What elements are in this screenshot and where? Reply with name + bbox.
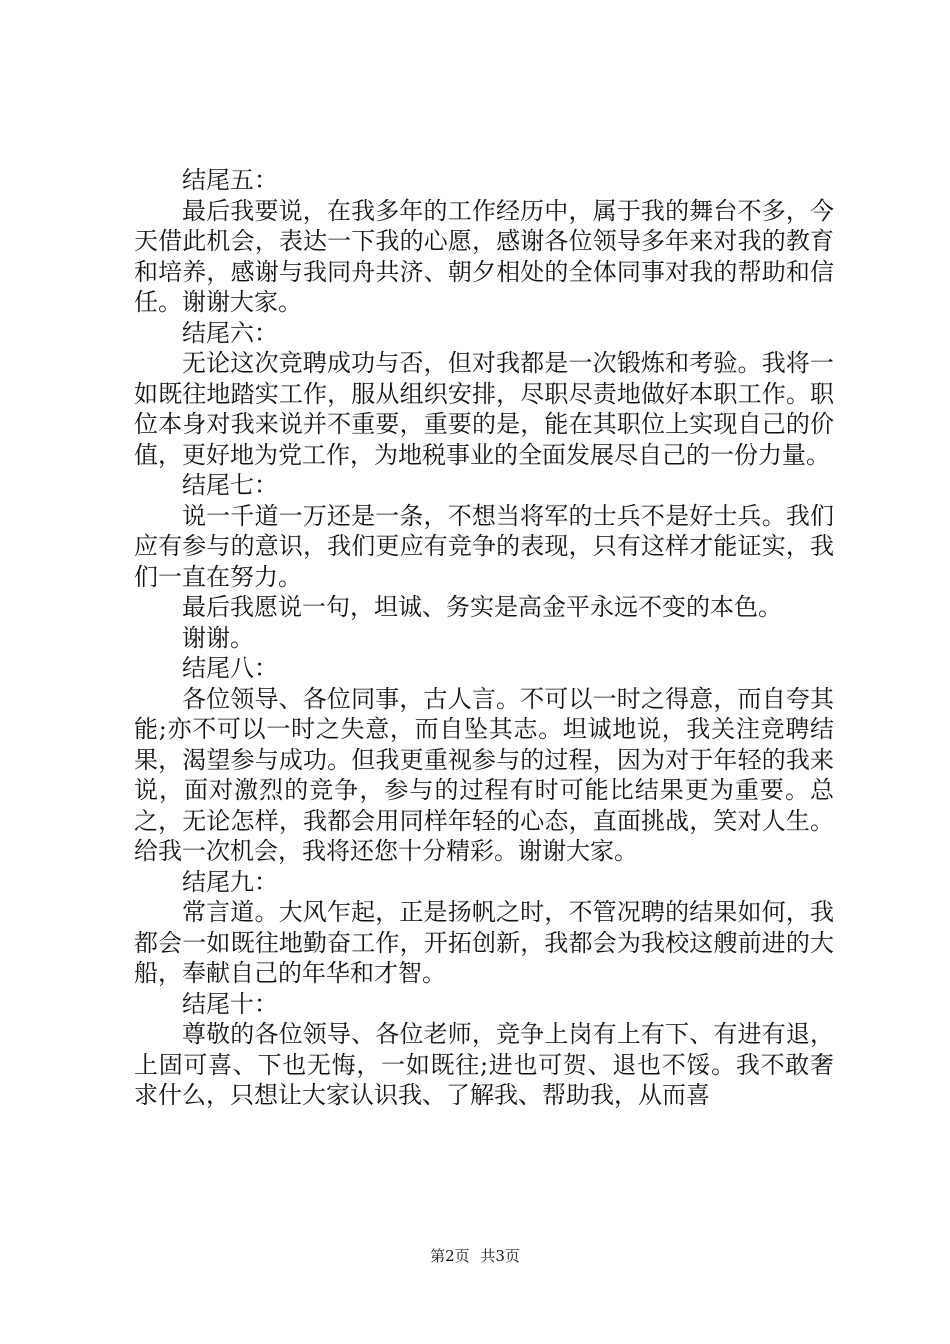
page-number: 第2页 [430, 1247, 470, 1265]
page-total: 共3页 [480, 1247, 520, 1265]
heading-ending-8: 结尾八： [182, 654, 278, 682]
paragraph: 最后我愿说一句，坦诚、务实是高金平永远不变的本色。 [182, 593, 782, 621]
page-footer [0, 1245, 950, 1266]
paragraph: 说一千道一万还是一条，不想当将军的士兵不是好士兵。我们应有参与的意识，我们更应有竞争的表现，只有这样才能证实，我们一直在努力。 [134, 501, 834, 591]
paragraph: 各位领导、各位同事，古人言。不可以一时之得意，而自夸其能;亦不可以一时之失意，而自坠其志。坦诚地说，我关注竞聘结果，渴望参与成功。但我更重视参与的过程，因为对于年轻的我来说，面对激烈的竞争，参与的过程有时可能比结果更为重要。总之，无论怎样，我都会用同样年轻的心态，直面挑战，笑对人生。给我一次机会，我将还您十分精彩。谢谢大家。 [134, 684, 834, 865]
paragraph: 最后我要说，在我多年的工作经历中，属于我的舞台不多，今天借此机会，表达一下我的心愿，感谢各位领导多年来对我的教育和培养，感谢与我同舟共济、朝夕相处的全体同事对我的帮助和信任。谢谢大家。 [134, 196, 834, 316]
heading-ending-5: 结尾五： [182, 166, 278, 194]
document-body [134, 165, 834, 1111]
paragraph: 常言道。大风乍起，正是扬帆之时，不管况聘的结果如何，我都会一如既往地勤奋工作，开拓创新，我都会为我校这艘前进的大船，奉献自己的年华和才智。 [134, 898, 834, 987]
paragraph: 无论这次竞聘成功与否，但对我都是一次锻炼和考验。我将一如既往地踏实工作，服从组织安排，尽职尽责地做好本职工作。职位本身对我来说并不重要，重要的是，能在其职位上实现自己的价值，更好地为党工作，为地税事业的全面发展尽自己的一份力量。 [134, 349, 834, 469]
paragraph: 谢谢。 [182, 623, 254, 652]
heading-ending-10: 结尾十： [182, 989, 278, 1018]
heading-ending-6: 结尾六： [182, 318, 278, 347]
heading-ending-9: 结尾九： [182, 867, 278, 896]
paragraph: 尊敬的各位领导、各位老师，竞争上岗有上有下、有进有退，上固可喜、下也无悔，一如既往;进也可贺、退也不馁。我不敢奢求什么，只想让大家认识我、了解我、帮助我，从而喜 [134, 1020, 834, 1109]
heading-ending-7: 结尾七： [182, 471, 278, 499]
